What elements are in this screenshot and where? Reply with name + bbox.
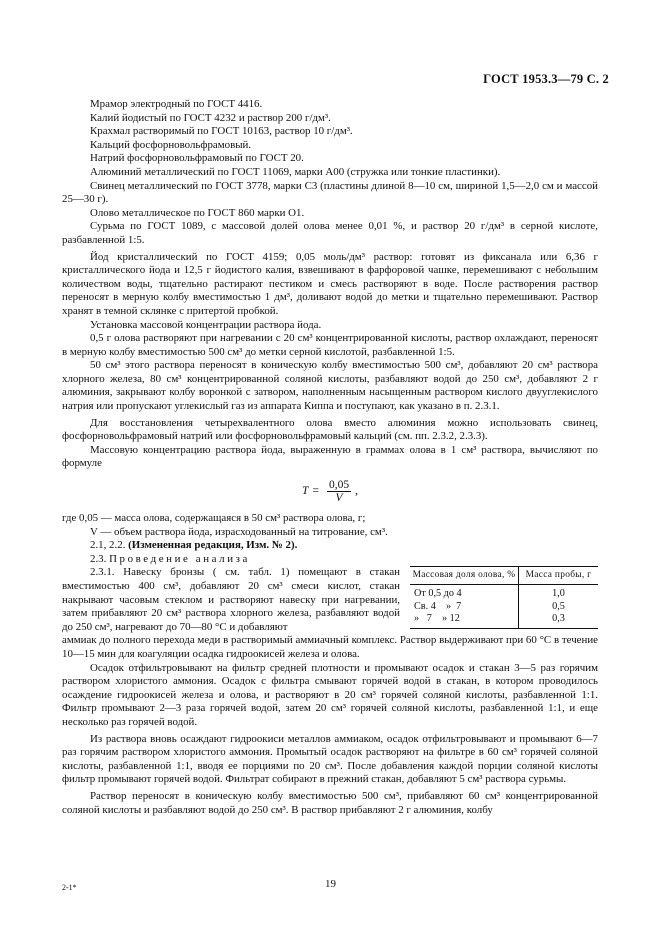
procedure-ammonia: аммиак до полного перехода меди в растворимый аммиачный комплекс. Раствор выдерживают при 60 °С в течение 10—15 мин для коагуляции осадка гидроокисей железа и олова. — [62, 634, 598, 660]
procedure-2-3-1: 2.3.1. Навеску бронзы ( см. табл. 1) помещают в стакан вместимостью 400 см³, добавляют 20 см³ смеси кислот, стакан накрывают часовым стеклом и растворяют навеску при нагревании, затем прибавляют 20 см³ раствора хлорного железа, разбавляют водой до 250 см³, нагревают до 70—80 °С и добавляют — [62, 566, 400, 633]
iodine-standardization-step2: 50 см³ этого раствора переносят в коническую колбу вместимостью 500 см³, добавляют 20 см³ раствора хлорного железа, 80 см³ концентрированной соляной кислоты, разбавляют водой до 250 см³, добавляют 2 г алюминия, закрывают колбу воронкой с затвором, наполненным насыщенным раствором кислого двууглекислого натрия или пропускают углекислый газ из аппарата Киппа и поступают, как указано в п. 2.3.1. — [62, 359, 598, 413]
reagent-antimony: Сурьма по ГОСТ 1089, с массовой долей олова менее 0,01 %, и раствор 20 г/дм³ в серной кислоте, разбавленной 1:5. — [62, 220, 598, 246]
reagent-sodium-phosphotungstate: Натрий фосфорновольфрамовый по ГОСТ 20. — [90, 152, 304, 165]
table-cell: Св. 4 » 7 — [410, 601, 519, 613]
table-row — [410, 613, 598, 628]
page-number: 19 — [325, 878, 336, 890]
procedure-transfer: Раствор переносят в коническую колбу вместимостью 500 см³, прибавляют 60 см³ концентрированной соляной кислоты и разбавляют водой до 250 см³. В раствор прибавляют 2 г алюминия, колбу — [62, 789, 598, 816]
edit-note-bold: (Измененная редакция, Изм. № 2). — [128, 539, 298, 552]
section-number: 2.3. — [90, 552, 110, 565]
formula-numerator: 0,05 — [328, 479, 350, 492]
reagent-iodine: Йод кристаллический по ГОСТ 4159; 0,05 моль/дм³ раствор: готовят из фиксанала или 6,36 г кристаллического йода и 12,5 г йодистого калия, взвешивают в фарфоровой чашке, перемешивают с небольшим количеством воды, тщательно растирают пестиком и смесь растворяют в воде. После растворения раствор переносят в мерную колбу вместимостью 1 дм³, доливают водой до метки и тщательно перемешивают. Раствор хранят в темной склянке с притертой пробкой. — [62, 250, 598, 317]
formula-where-2: V — объем раствора йода, израсходованный на титрование, см³. — [90, 525, 388, 538]
reagent-aluminium: Алюминий металлический по ГОСТ 11069, марки А00 (стружка или тонкие пластинки). — [90, 165, 501, 178]
table-cell: 0,3 — [519, 613, 599, 628]
procedure-filtration: Осадок отфильтровывают на фильтр средней плотности и промывают осадок и стакан 3—5 раз горячим раствором хлористого аммония. Осадок с фильтра смывают горячей водой в стакан, в котором проводилось осаждение гидроокисей железа и олова, и растворяют в 20 см³ горячей соляной кислоты, разбавленной 1:1. Фильтр промывают 2—3 раза горячей водой, затем 20 см³ горячей соляной кислоты, разбавленной 1:1, и еще несколько раз горячей водой. — [62, 661, 598, 728]
table-header-sample-mass: Масса пробы, г — [519, 567, 599, 585]
table-row — [410, 601, 598, 613]
section-heading — [62, 553, 598, 567]
table-cell: 1,0 — [552, 588, 565, 600]
footer-mark: 2-1* — [62, 883, 77, 892]
table-row — [410, 585, 598, 601]
formula-equals: = — [312, 484, 319, 497]
reagent-calcium-phosphotungstate: Кальций фосфорновольфрамовый. — [90, 138, 252, 151]
tin-reduction-alternatives: Для восстановления четырехвалентного олова вместо алюминия можно использовать свинец, фосфорновольфрамовый натрий или фосфорновольфрамовый кальций (см. пп. 2.3.2, 2.3.3). — [62, 416, 598, 443]
formula-fraction — [327, 479, 351, 504]
reagent-starch: Крахмал растворимый по ГОСТ 10163, раствор 10 г/дм³. — [90, 125, 353, 138]
formula-where-1: где 0,05 — масса олова, содержащаяся в 50 см³ раствора олова, г; — [62, 512, 366, 525]
procedure-with-table — [62, 566, 598, 634]
table-cell: От 0,5 до 4 — [410, 585, 519, 601]
section-title: Проведение анализа — [109, 552, 250, 565]
reagent-tin: Олово металлическое по ГОСТ 860 марки О1. — [90, 206, 305, 219]
formula-lhs: T — [302, 484, 309, 497]
table-cell: 0,5 — [552, 600, 565, 612]
formula-intro: Массовую концентрацию раствора йода, выраженную в граммах олова в 1 см³ раствора, вычисляют по формуле — [62, 443, 598, 470]
iodine-standardization-step1: 0,5 г олова растворяют при нагревании с 20 см³ концентрированной кислоты, раствор охлаждают, переносят в мерную колбу вместимостью 500 см³ до метки серной кислотой, разбавленной 1:5. — [62, 332, 598, 358]
reagent-lead: Свинец металлический по ГОСТ 3778, марки С3 (пластины длиной 8—10 см, шириной 1,5—2,0 см и массой 25—30 г). — [62, 179, 598, 206]
table-cell: » 7 » 12 — [410, 613, 519, 628]
formula-denominator: V — [335, 492, 343, 505]
document-body — [62, 98, 598, 817]
sample-mass-table — [410, 566, 598, 628]
edit-note — [62, 539, 598, 553]
edit-note-prefix: 2.1, 2.2. — [90, 539, 129, 552]
reagent-potassium-iodide: Калий йодистый по ГОСТ 4232 и раствор 200 г/дм³. — [90, 111, 331, 124]
table-header-tin-share: Массовая доля олова, % — [410, 567, 519, 585]
procedure-reprecipitation: Из раствора вновь осаждают гидроокиси металлов аммиаком, осадок отфильтровывают и промывают 6—7 раз горячим раствором хлористого аммония. Промытый осадок растворяют на фильтре в 60 см³ горячей соляной кислоты, разбавленной 1:1, вводя ее порциями по 20 см³. После добавления каждой порции соляной кислоты фильтр промывают горячей водой. Фильтрат собирают в прежний стакан, добавляют 5 см³ раствора сурьмы. — [62, 732, 598, 786]
reagent-marble: Мрамор электродный по ГОСТ 4416. — [90, 98, 263, 110]
table-header-row — [410, 567, 598, 585]
formula-comma: , — [355, 484, 358, 497]
iodine-standardization-title: Установка массовой концентрации раствора йода. — [90, 318, 322, 331]
page-header: ГОСТ 1953.3—79 С. 2 — [483, 72, 609, 86]
formula — [62, 479, 598, 504]
